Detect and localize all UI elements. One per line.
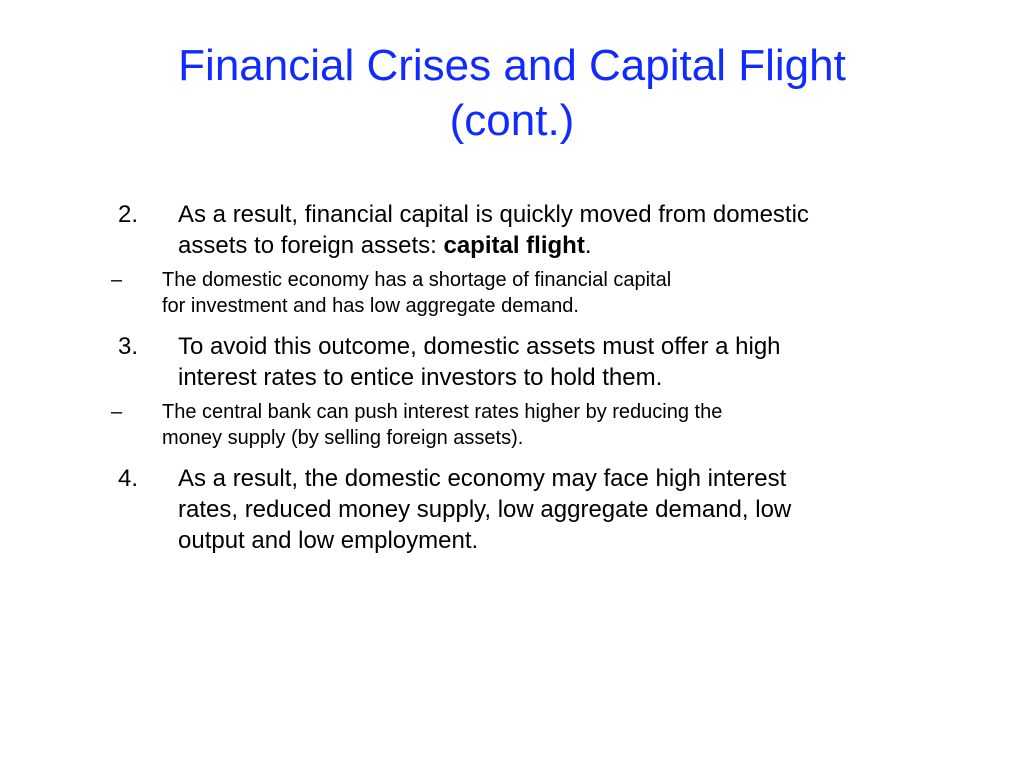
item-text: assets to foreign assets:	[178, 232, 444, 259]
list-item-4	[118, 463, 958, 556]
item-line: As a result, financial capital is quickly moved from domestic	[178, 201, 809, 228]
title-line-2: (cont.)	[449, 96, 575, 145]
sub-item	[58, 267, 958, 319]
list-item-2	[118, 199, 958, 261]
item-line: interest rates to entice investors to hold them.	[178, 364, 663, 391]
item-number: 4.	[118, 465, 139, 492]
item-line: rates, reduced money supply, low aggregate demand, low	[178, 496, 792, 523]
dash-bullet: –	[111, 401, 123, 423]
dash-bullet: –	[111, 269, 123, 291]
item-number: 3.	[118, 333, 139, 360]
emphasis-term: capital flight	[443, 232, 585, 259]
sub-item-line: The central bank can push interest rates higher by reducing the	[162, 401, 723, 423]
sub-item-line: money supply (by selling foreign assets).	[162, 427, 524, 449]
item-line: As a result, the domestic economy may face high interest	[178, 465, 787, 492]
slide-title	[60, 38, 964, 148]
item-line: output and low employment.	[178, 527, 479, 554]
item-text: .	[584, 232, 592, 259]
sub-item-line: for investment and has low aggregate demand.	[162, 295, 579, 317]
item-line	[178, 230, 958, 261]
item-number: 2.	[118, 201, 139, 228]
title-line-1: Financial Crises and Capital Flight	[178, 41, 846, 90]
sub-item	[58, 399, 958, 451]
list-item-3	[118, 331, 958, 393]
bullet-list	[111, 199, 958, 562]
sub-item-line: The domestic economy has a shortage of financial capital	[162, 269, 672, 291]
item-line: To avoid this outcome, domestic assets must offer a high	[178, 333, 781, 360]
